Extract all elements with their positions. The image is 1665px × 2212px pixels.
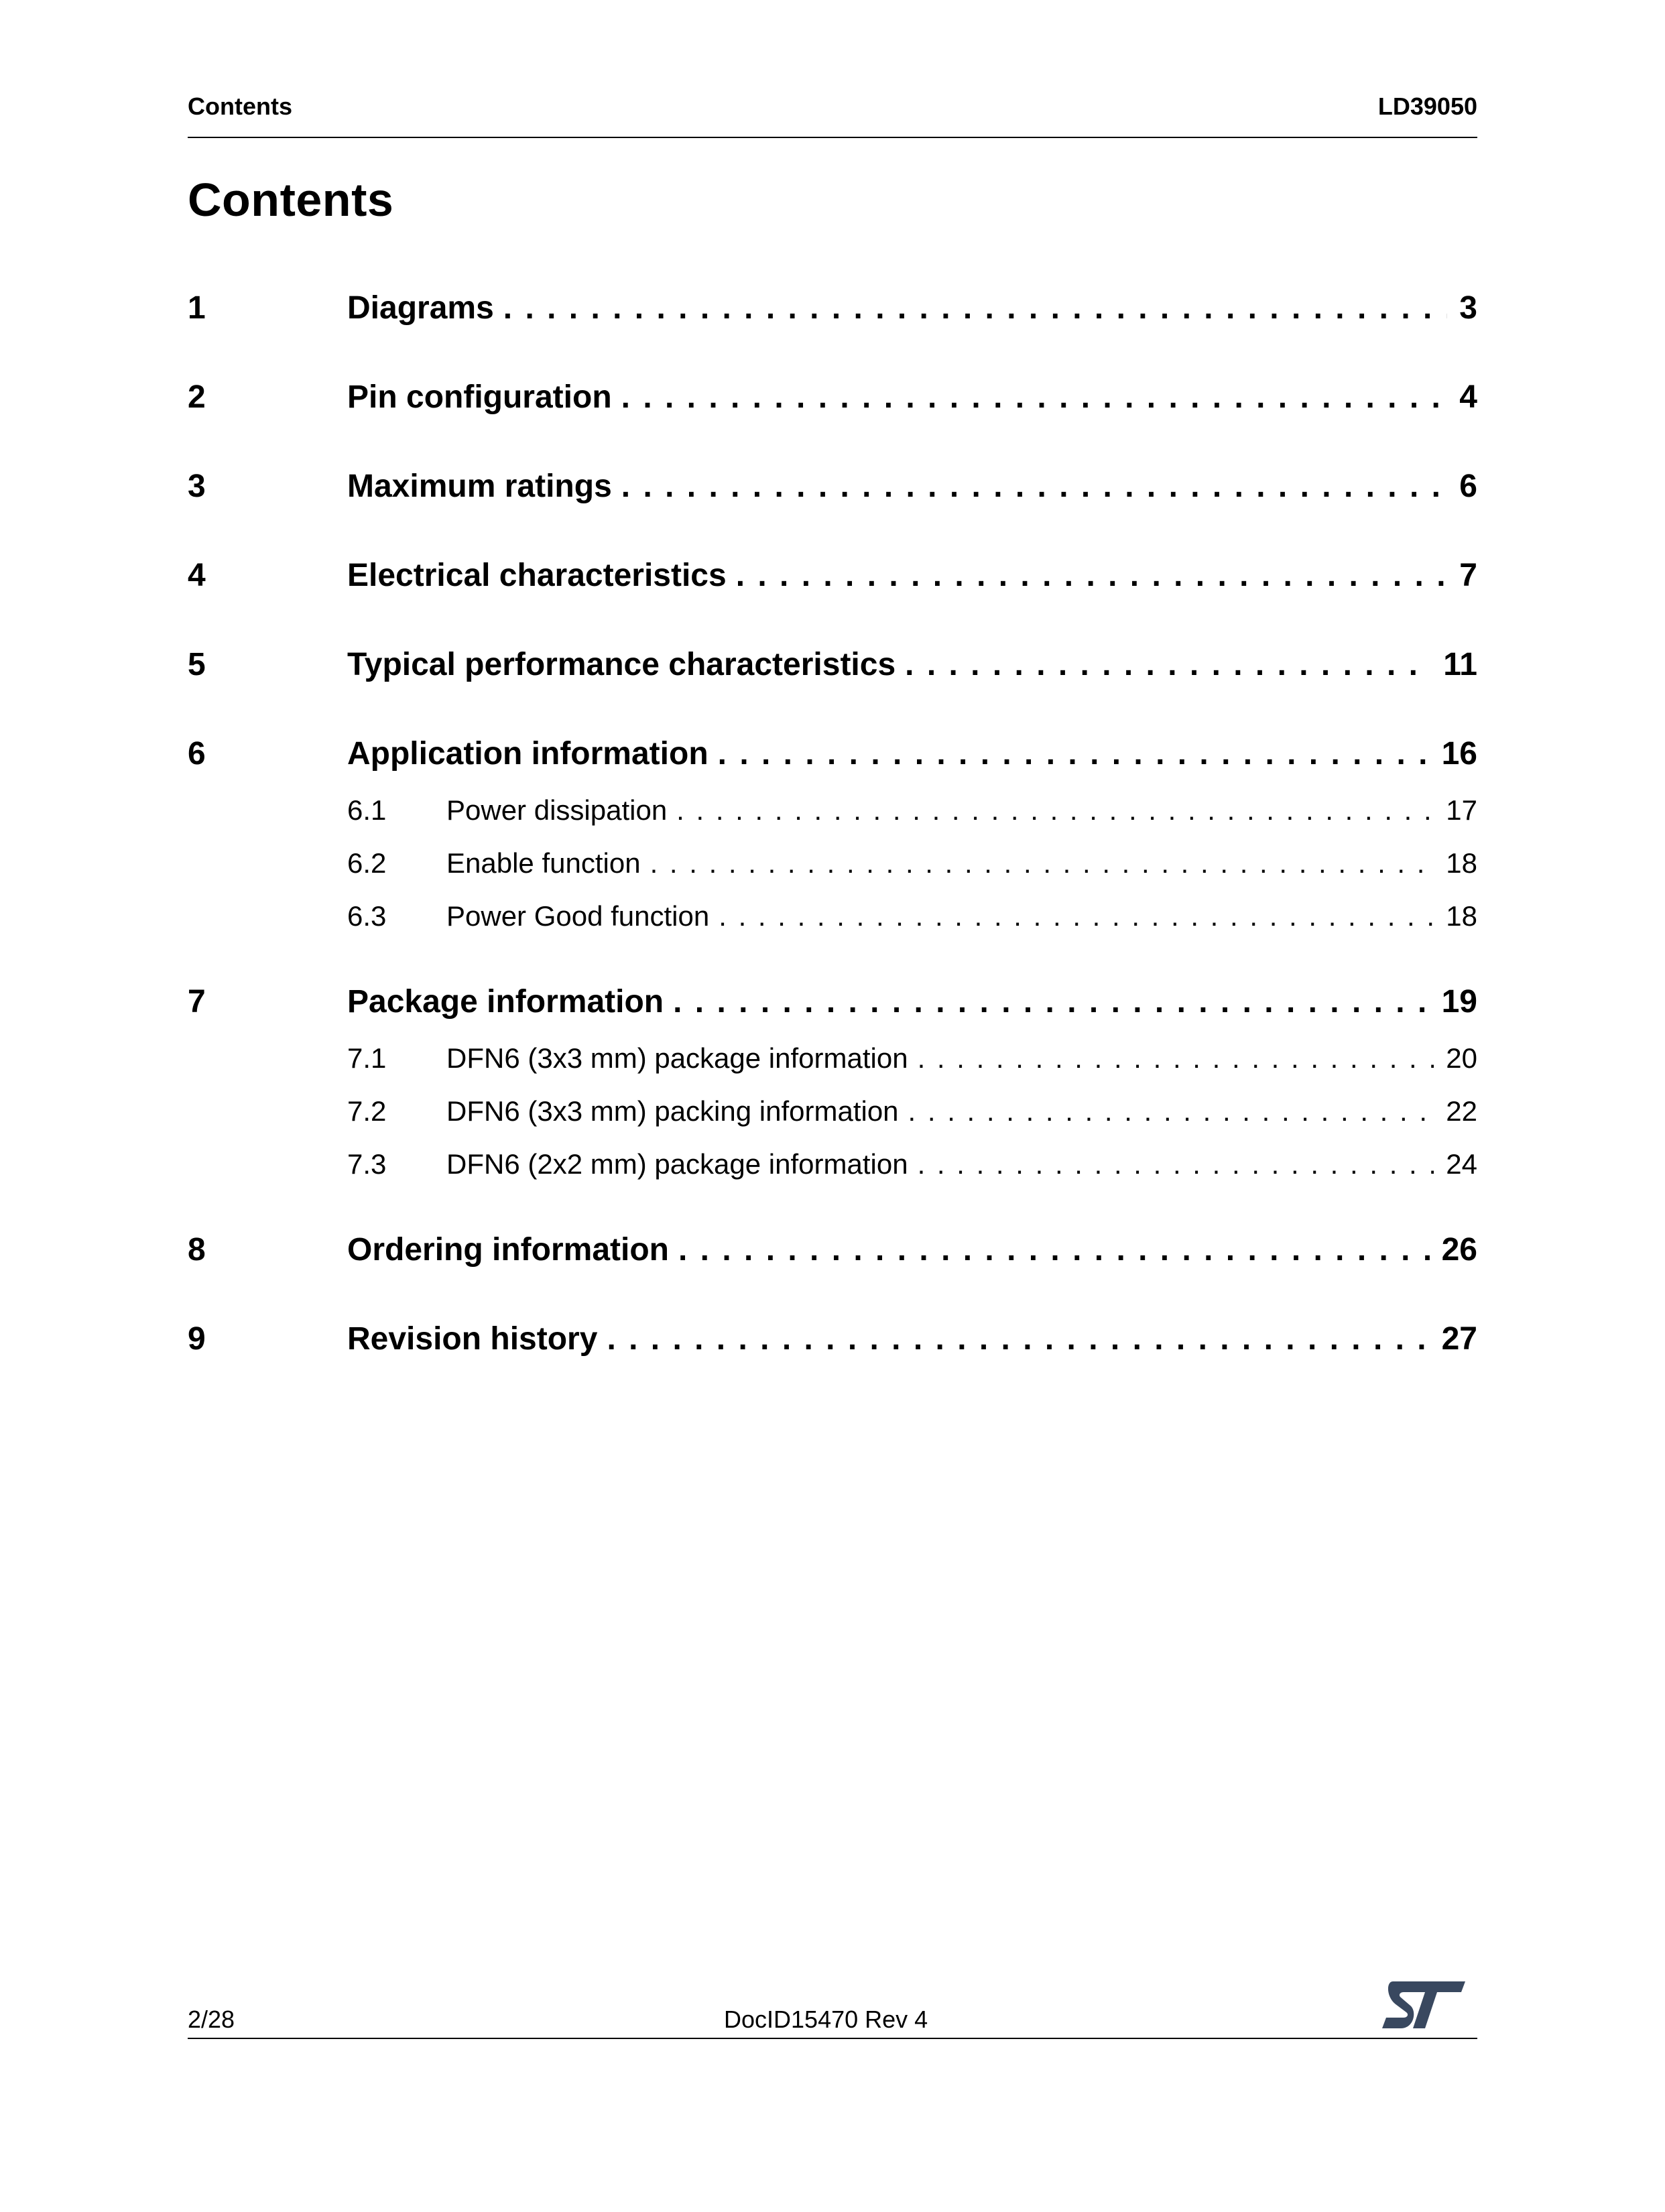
toc-page: 19 [1441, 984, 1477, 1020]
st-logo-shape [1382, 1981, 1465, 2028]
toc-leader [676, 794, 1434, 826]
header-part-number: LD39050 [1377, 93, 1477, 120]
toc-page: 3 [1459, 290, 1477, 326]
toc-number: 7 [188, 984, 206, 1020]
toc-leader [918, 1042, 1434, 1074]
toc-leader [908, 1095, 1434, 1127]
toc-page: 17 [1446, 794, 1477, 826]
toc-number: 9 [188, 1321, 206, 1357]
toc-title: Electrical characteristics [347, 558, 727, 593]
toc-subentry[interactable] [188, 1095, 1477, 1127]
toc-leader [621, 468, 1448, 505]
toc-page: 11 [1443, 647, 1477, 682]
toc-page: 26 [1441, 1232, 1477, 1268]
toc-leader [621, 379, 1448, 416]
toc-number: 7.2 [347, 1095, 387, 1127]
toc-entry[interactable] [188, 1320, 1477, 1357]
toc-leader [905, 646, 1431, 683]
toc-entry[interactable] [188, 468, 1477, 505]
toc-number: 1 [188, 290, 206, 326]
toc-title: Typical performance characteristics [347, 647, 896, 682]
footer-page-number: 2/28 [188, 2006, 235, 2033]
toc-entry[interactable] [188, 735, 1477, 772]
toc-leader [718, 735, 1430, 772]
toc-subentry[interactable] [188, 847, 1477, 879]
toc-leader [678, 1231, 1430, 1268]
toc-leader [673, 983, 1429, 1020]
toc-number: 6 [188, 736, 206, 772]
toc-leader [719, 900, 1434, 932]
toc-title: Diagrams [347, 290, 494, 326]
toc-entry[interactable] [188, 557, 1477, 594]
toc-title: Maximum ratings [347, 469, 612, 504]
toc-page: 18 [1446, 847, 1477, 879]
toc-page: 24 [1446, 1148, 1477, 1180]
toc-subentry[interactable] [188, 794, 1477, 826]
toc-title: Power Good function [446, 900, 710, 932]
toc-title: Enable function [446, 847, 641, 879]
toc-leader [736, 557, 1448, 594]
toc-title: Application information [347, 736, 708, 772]
st-logo-icon [1381, 1977, 1468, 2032]
toc-title: DFN6 (2x2 mm) package information [446, 1148, 908, 1180]
toc-number: 5 [188, 647, 206, 682]
footer-rule [188, 2038, 1477, 2039]
toc-page: 18 [1446, 900, 1477, 932]
toc-subentry[interactable] [188, 1042, 1477, 1074]
toc-title: DFN6 (3x3 mm) packing information [446, 1095, 899, 1127]
page-title: Contents [188, 174, 394, 226]
toc-entry[interactable] [188, 646, 1477, 683]
toc-entry[interactable] [188, 379, 1477, 416]
toc-entry[interactable] [188, 290, 1477, 326]
toc-page: 6 [1459, 469, 1477, 504]
toc-page: 20 [1446, 1042, 1477, 1074]
toc-entry[interactable] [188, 983, 1477, 1020]
toc-title: Revision history [347, 1321, 598, 1357]
toc-number: 4 [188, 558, 206, 593]
toc-title: Ordering information [347, 1232, 669, 1268]
toc-page: 7 [1459, 558, 1477, 593]
toc-title: Pin configuration [347, 379, 612, 415]
toc-leader [503, 290, 1448, 326]
toc-title: DFN6 (3x3 mm) package information [446, 1042, 908, 1074]
header-rule [188, 137, 1477, 138]
toc-page: 27 [1441, 1321, 1477, 1357]
toc-number: 8 [188, 1232, 206, 1268]
toc-subentry[interactable] [188, 1148, 1477, 1180]
toc-leader [918, 1148, 1434, 1180]
header-section-label: Contents [188, 93, 292, 120]
toc-page: 4 [1459, 379, 1477, 415]
footer-doc-id: DocID15470 Rev 4 [724, 2006, 928, 2033]
toc-number: 3 [188, 469, 206, 504]
toc-entry[interactable] [188, 1231, 1477, 1268]
toc-number: 6.2 [347, 847, 387, 879]
toc-number: 6.1 [347, 794, 387, 826]
toc-leader [607, 1320, 1429, 1357]
toc-number: 7.1 [347, 1042, 387, 1074]
toc-number: 6.3 [347, 900, 387, 932]
toc-title: Package information [347, 984, 664, 1020]
toc-page: 22 [1446, 1095, 1477, 1127]
toc-number: 7.3 [347, 1148, 387, 1180]
toc-page: 16 [1441, 736, 1477, 772]
toc-leader [650, 847, 1434, 879]
toc-subentry[interactable] [188, 900, 1477, 932]
toc-title: Power dissipation [446, 794, 668, 826]
toc-number: 2 [188, 379, 206, 415]
